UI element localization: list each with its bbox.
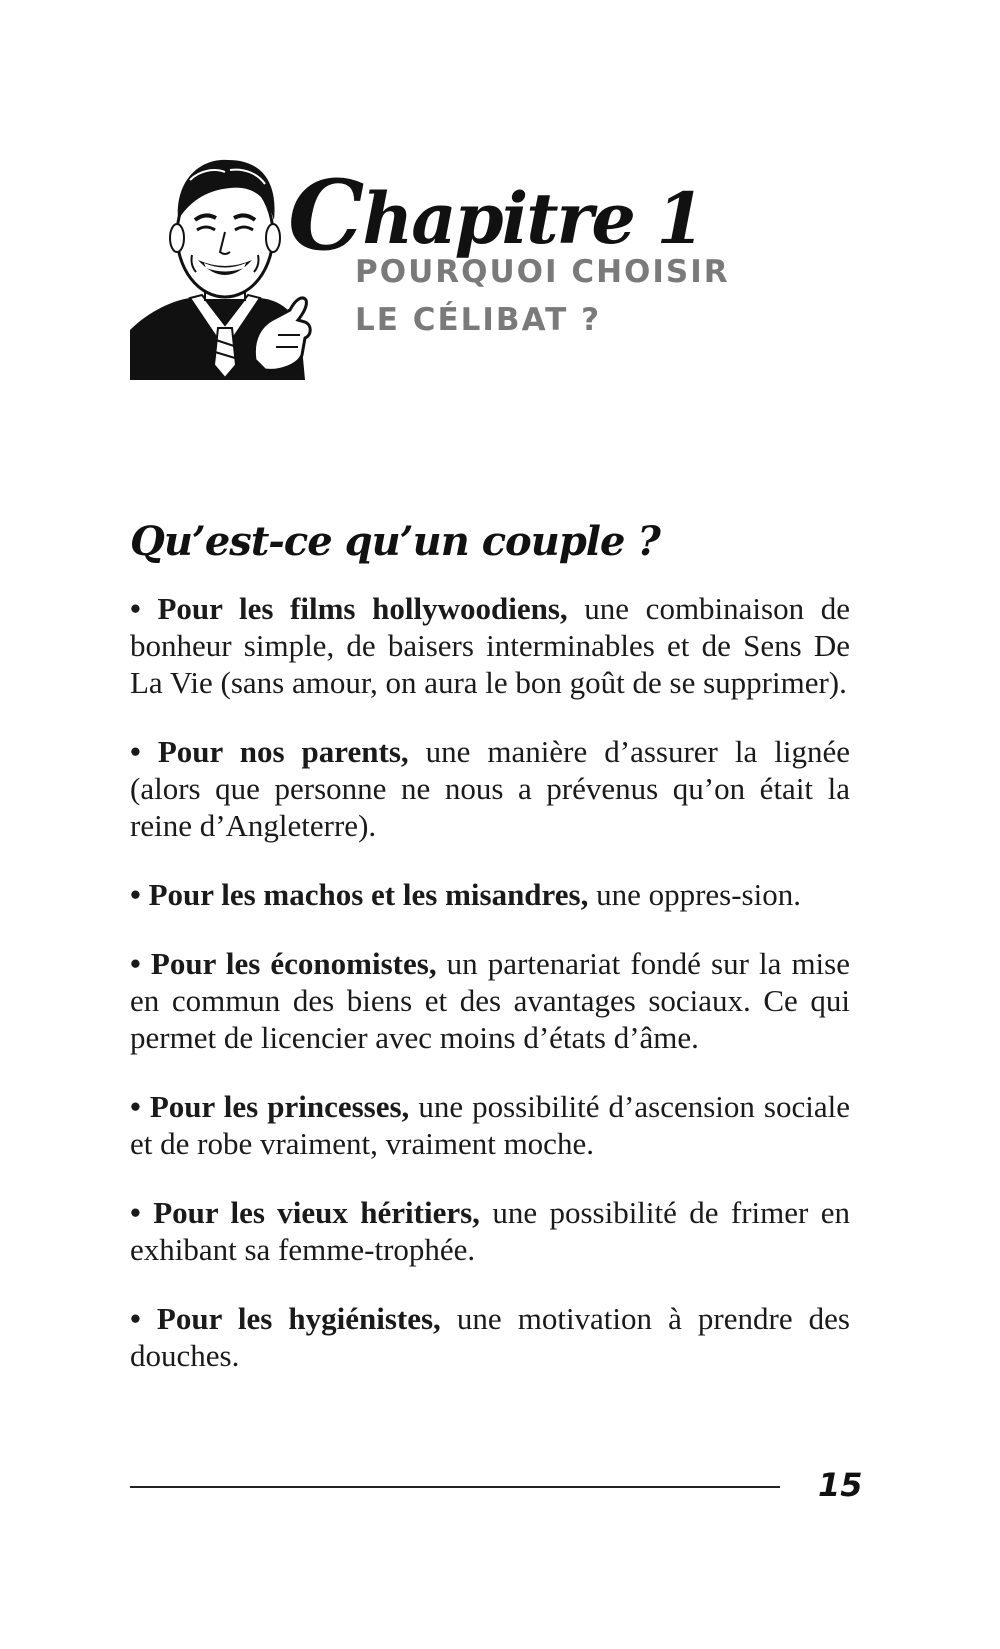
list-item [130, 1300, 850, 1374]
entry-lead: • Pour les machos et les misandres, [130, 877, 589, 912]
page-number: 15 [818, 1466, 863, 1504]
footer-rule [130, 1486, 780, 1488]
entry-text: une motivation à prendre des douches. [130, 1301, 850, 1373]
entry-text: une possibilité d’ascension sociale et de robe vraiment, vraiment moche. [130, 1089, 850, 1161]
entry-text: une manière d’assurer la lignée (alors que personne ne nous a prévenus qu’on était la reine d’Angleterre). [130, 734, 850, 843]
list-item [130, 733, 850, 844]
entry-lead: • Pour les films hollywoodiens, [130, 591, 568, 626]
entry-text: une combinaison de bonheur simple, de baisers interminables et de Sens De La Vie (sans amour, on aura le bon goût de se supprimer). [130, 591, 850, 700]
chapter-title-initial: C [288, 159, 363, 272]
list-item [130, 590, 850, 701]
chapter-subtitle [355, 248, 730, 344]
section-heading: Qu’est-ce qu’un couple ? [130, 518, 660, 565]
entry-text: un partenariat fondé sur la mise en commun des biens et des avantages sociaux. Ce qui permet de licencier avec moins d’états d’âme. [130, 946, 850, 1055]
entry-lead: • Pour les vieux héritiers, [130, 1195, 480, 1230]
entry-text: une possibilité de frimer en exhibant sa femme-trophée. [130, 1195, 851, 1267]
list-item [130, 945, 850, 1056]
chapter-title-rest: hapitre 1 [362, 177, 704, 260]
list-item [130, 1088, 850, 1162]
entry-lead: • Pour les princesses, [130, 1089, 410, 1124]
chapter-subtitle-line2: LE CÉLIBAT ? [355, 302, 602, 338]
entry-lead: • Pour les économistes, [130, 946, 437, 981]
chapter-subtitle-line1: POURQUOI CHOISIR [355, 254, 730, 290]
list-item [130, 876, 850, 913]
list-item [130, 1194, 850, 1268]
chapter-header [130, 150, 830, 390]
entry-lead: • Pour nos parents, [130, 734, 409, 769]
entry-text: une oppres-sion. [588, 877, 801, 912]
definition-list [130, 590, 850, 1406]
entry-lead: • Pour les hygiénistes, [130, 1301, 441, 1336]
